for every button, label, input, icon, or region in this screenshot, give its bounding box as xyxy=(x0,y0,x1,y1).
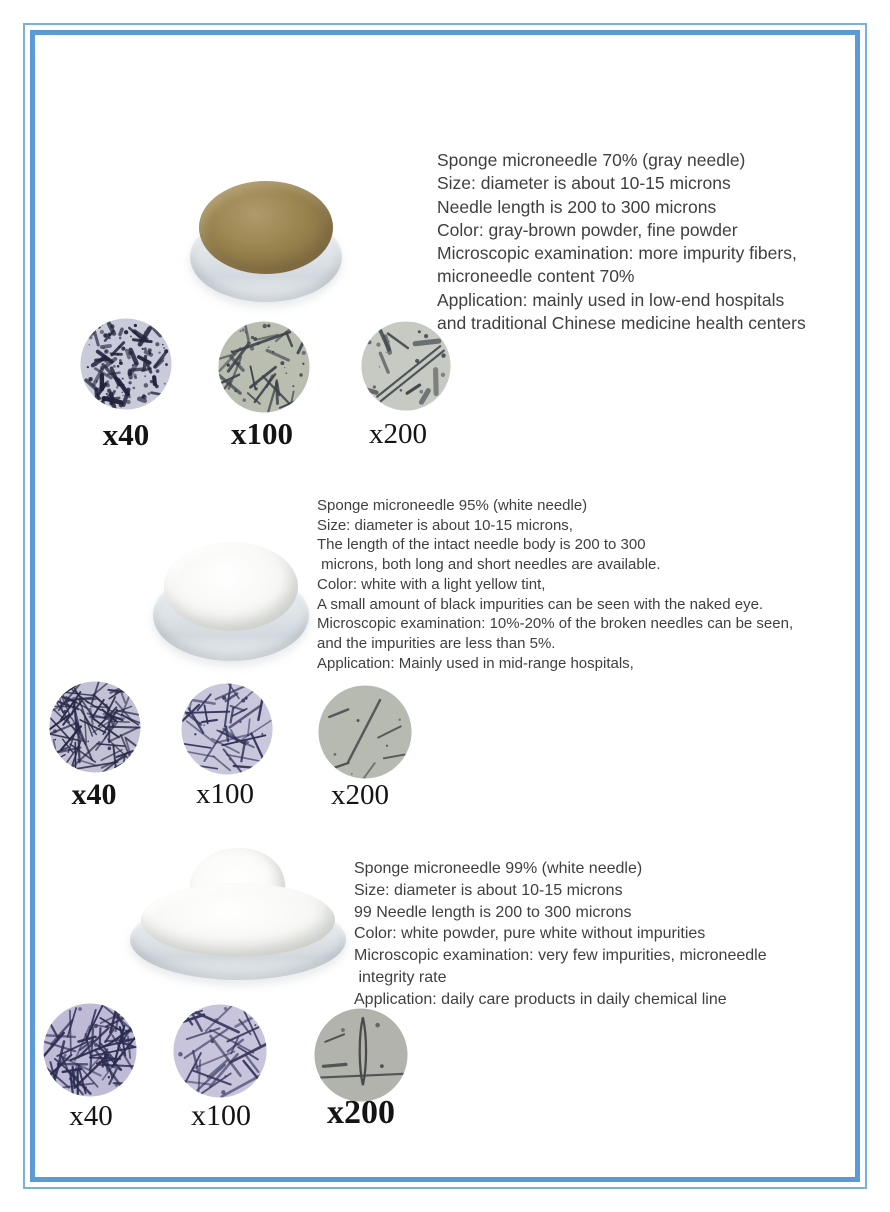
description-line: Microscopic examination: very few impurities, microneedle xyxy=(354,947,767,965)
powder-photo-95 xyxy=(153,537,309,661)
description-line: Size: diameter is about 10-15 microns, xyxy=(317,516,573,534)
description-line: Application: mainly used in low-end hospitals xyxy=(437,289,785,310)
description-line: microns, both long and short needles are available. xyxy=(317,556,661,574)
description-line: and the impurities are less than 5%. xyxy=(317,634,556,652)
magnification-label: x200 xyxy=(369,418,427,450)
description-line: Microscopic examination: more impurity fibers, xyxy=(437,243,797,264)
description-line: Application: daily care products in daily chemical line xyxy=(354,990,727,1008)
description-line: Color: gray-brown powder, fine powder xyxy=(437,219,738,240)
micrograph-x40-image xyxy=(49,681,141,773)
powder-mound xyxy=(199,181,333,274)
micrograph-x40-image xyxy=(43,1003,137,1097)
micrograph-x200-image xyxy=(361,321,451,411)
micrograph-x200-image xyxy=(314,1008,408,1102)
description-line: Sponge microneedle 70% (gray needle) xyxy=(437,150,746,170)
micrograph-x100-image xyxy=(181,683,273,775)
magnification-label: x200 xyxy=(327,1094,395,1131)
micrograph-x40-image xyxy=(80,318,172,410)
magnification-label: x100 xyxy=(191,1099,251,1132)
description-line: Size: diameter is about 10-15 microns xyxy=(354,881,623,899)
powder-photo-99 xyxy=(130,864,346,980)
powder-mound xyxy=(141,883,335,957)
micrograph-x200-image xyxy=(318,685,412,779)
magnification-label: x100 xyxy=(231,416,293,451)
description-line: Color: white powder, pure white without impurities xyxy=(354,925,706,943)
micrograph-x100-image xyxy=(173,1004,267,1098)
description-95 xyxy=(317,496,793,673)
magnification-label: x40 xyxy=(71,778,117,811)
description-line: Sponge microneedle 99% (white needle) xyxy=(354,860,643,877)
description-99 xyxy=(354,858,767,1011)
description-line: integrity rate xyxy=(354,968,447,986)
description-line: A small amount of black impurities can be seen with the naked eye. xyxy=(317,595,764,613)
description-line: Size: diameter is about 10-15 microns xyxy=(437,173,731,194)
description-line: Application: Mainly used in mid-range hospitals, xyxy=(317,654,634,672)
description-line: Sponge microneedle 95% (white needle) xyxy=(317,497,588,514)
description-70 xyxy=(437,149,806,335)
description-line: Color: white with a light yellow tint, xyxy=(317,575,546,593)
description-line: microneedle content 70% xyxy=(437,266,635,287)
magnification-label: x40 xyxy=(69,1100,113,1132)
description-line: and traditional Chinese medicine health centers xyxy=(437,313,806,334)
magnification-label: x100 xyxy=(196,778,254,810)
description-line: 99 Needle length is 200 to 300 microns xyxy=(354,903,632,921)
description-line: Needle length is 200 to 300 microns xyxy=(437,196,717,217)
powder-mound xyxy=(164,542,298,631)
magnification-label: x200 xyxy=(331,779,389,811)
description-line: The length of the intact needle body is 200 to 300 xyxy=(317,536,646,554)
micrograph-x100-image xyxy=(218,321,310,413)
description-line: Microscopic examination: 10%-20% of the broken needles can be seen, xyxy=(317,615,794,633)
powder-photo-70 xyxy=(190,180,342,302)
magnification-label: x40 xyxy=(102,417,150,452)
